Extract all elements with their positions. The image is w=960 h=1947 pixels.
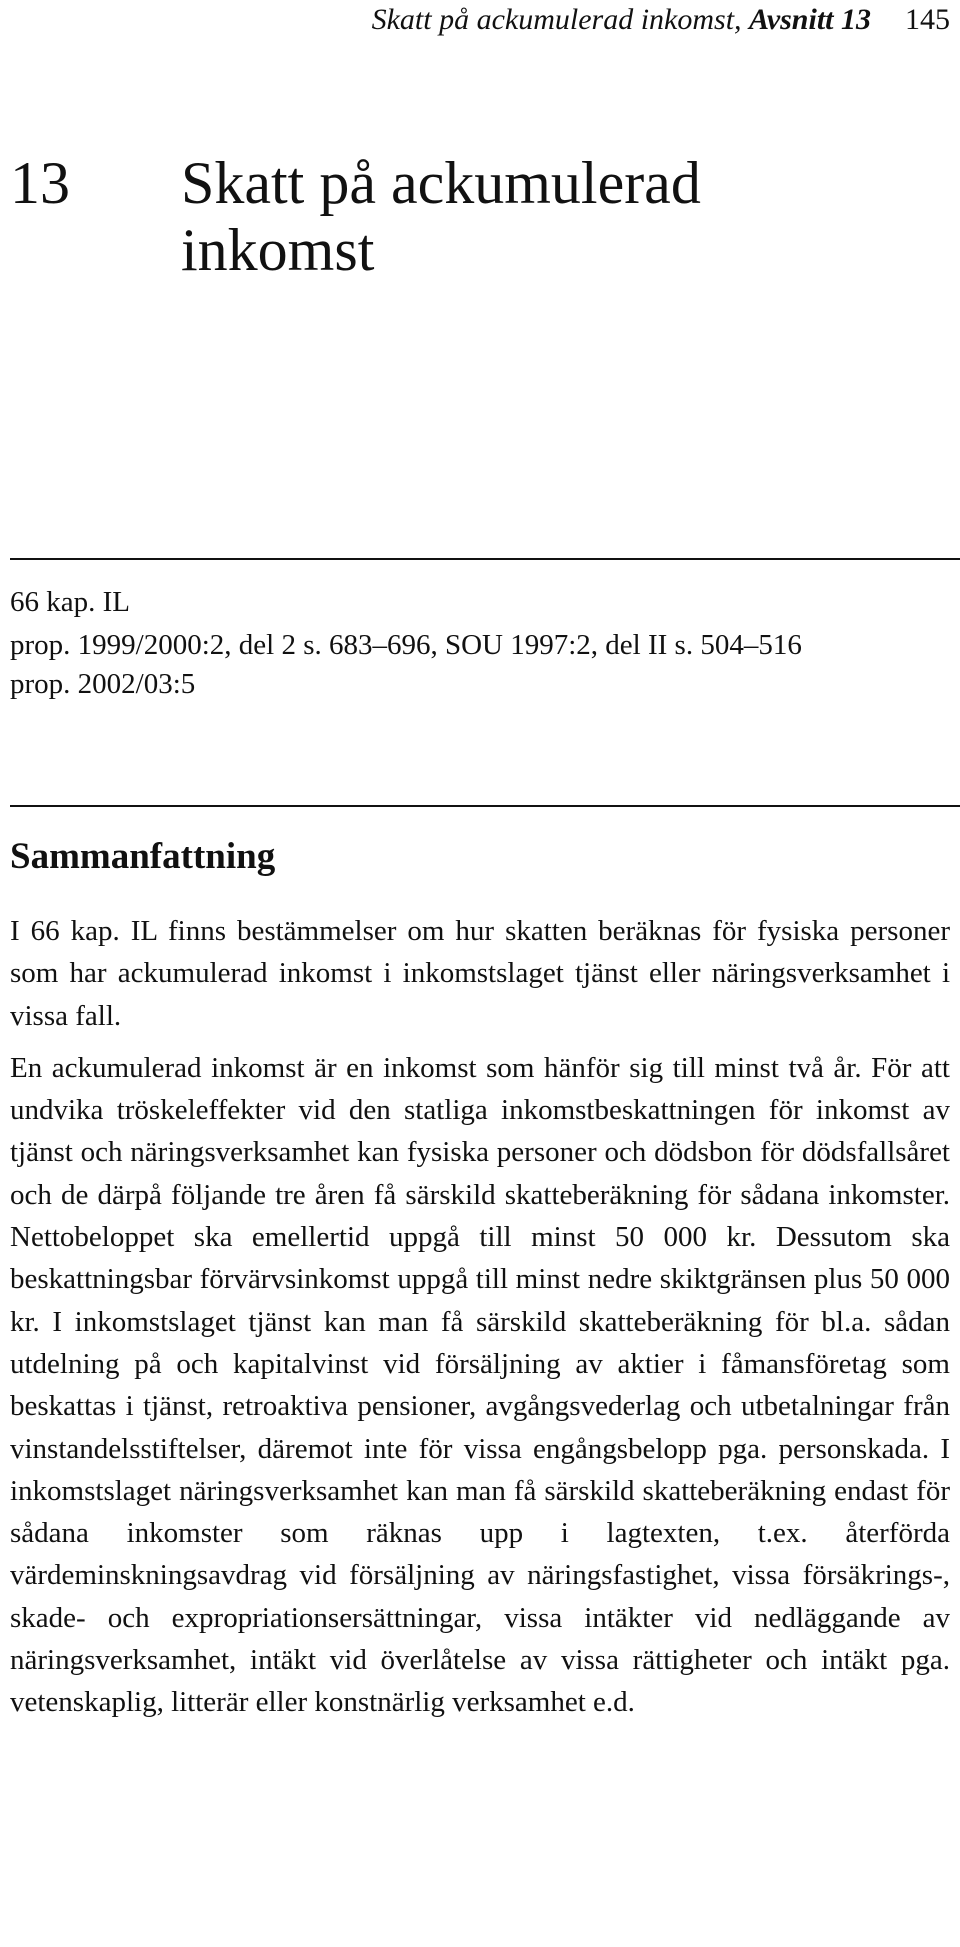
reference-line: 66 kap. IL xyxy=(10,586,130,618)
body-text xyxy=(10,910,950,1734)
reference-bottom-rule xyxy=(10,805,960,807)
chapter-number: 13 xyxy=(10,150,70,216)
reference-box xyxy=(10,584,950,709)
reference-top-rule xyxy=(10,558,960,560)
paragraph: I 66 kap. IL finns bestämmelser om hur skatten beräknas för fysiska personer som har ackumulerad inkomst i inkomstslaget tjänst eller näringsverksamhet i vissa fall. xyxy=(10,915,950,1032)
reference-line: prop. 2002/03:5 xyxy=(10,668,196,700)
running-header-title: Skatt på ackumulerad inkomst, xyxy=(371,3,742,36)
section-heading: Sammanfattning xyxy=(10,836,276,877)
running-header xyxy=(372,0,950,40)
chapter-title: Skatt på ackumulerad inkomst xyxy=(181,150,701,283)
page-number: 145 xyxy=(905,3,950,36)
paragraph: En ackumulerad inkomst är en inkomst som hänför sig till minst två år. För att undvika tröskeleffekter vid den statliga inkomstbeskattningen för inkomst av tjänst och näringsverksamhet kan fysiska personer och dödsbon för dödsfallsåret och de därpå följande tre åren få särskild skatteberäkning för sådana inkomster. Nettobeloppet ska emellertid uppgå till minst 50 000 kr. Dessutom ska beskattningsbar förvärvsinkomst uppgå till minst nedre skiktgränsen plus 50 000 kr. I inkomstslaget tjänst kan man få särskild skatteberäkning för bl.a. sådan utdelning på och kapitalvinst vid försäljning av aktier i fåmansföretag som beskattas i tjänst, retroaktiva pensioner, avgångsvederlag och utbetalningar från vinstandelsstiftelser, däremot inte för vissa engångsbelopp pga. personskada. I inkomstslaget näringsverksamhet kan man få särskild skatteberäkning endast för sådana inkomster som räknas upp i lagtexten, t.ex. återförda värdeminskningsavdrag vid försäljning av näringsfastighet, vissa försäkrings-, skade- och expropriationsersättningar, vissa intäkter vid nedläggande av näringsverksamhet, intäkt vid överlåtelse av vissa rättigheter och intäkt pga. vetenskaplig, litterär eller konstnärlig verksamhet e.d. xyxy=(10,1051,950,1719)
reference-line: prop. 1999/2000:2, del 2 s. 683–696, SOU 1997:2, del II s. 504–516 xyxy=(10,629,802,661)
running-header-section: Avsnitt 13 xyxy=(749,3,871,36)
